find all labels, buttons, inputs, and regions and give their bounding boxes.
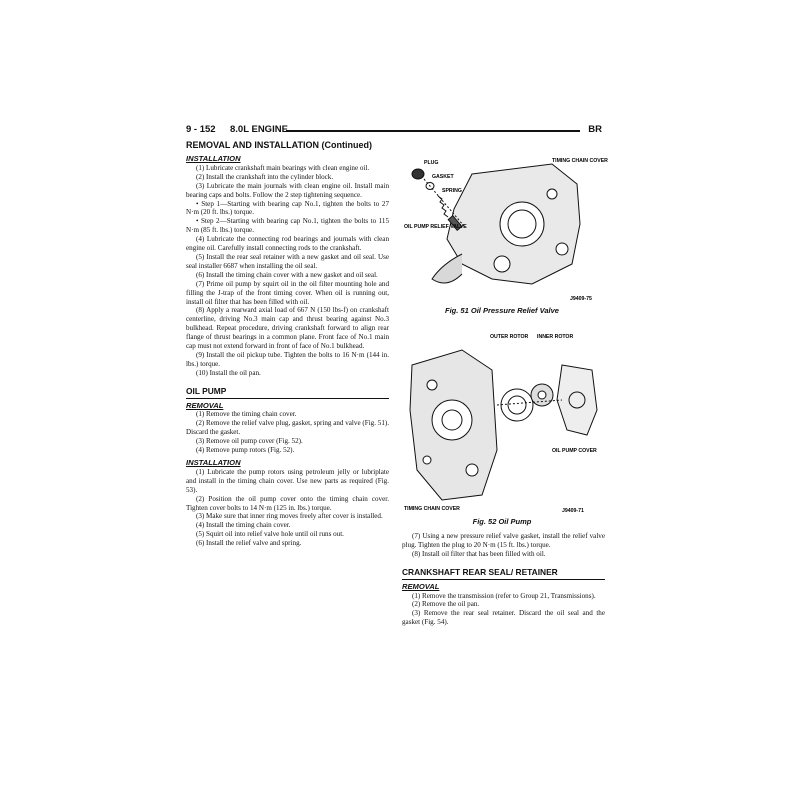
label-outer-rotor: OUTER ROTOR [490,334,529,340]
label-pump-cover: OIL PUMP COVER [552,448,597,454]
paragraph: (2) Remove the relief valve plug, gasket, spring and valve (Fig. 51). Discard the gasket. [186,419,389,437]
crankshaft-seal-heading: CRANKSHAFT REAR SEAL/ RETAINER [402,568,605,580]
figure-code-52: J9409-71 [562,508,584,514]
paragraph: (1) Remove the transmission (refer to Group 21, Transmissions). [412,591,596,600]
removal-heading-right: REMOVAL [402,581,440,591]
section-title: REMOVAL AND INSTALLATION (Continued) [186,140,372,150]
paragraph: (6) Install the timing chain cover with a new gasket and oil seal. [196,270,378,279]
figure-51 [402,154,608,315]
label-inner-rotor: INNER ROTOR [537,334,574,340]
paragraph: (2) Position the oil pump cover onto the timing chain cover. Tighten cover bolts to 14 N·m (125 in. lbs.) torque. [186,494,389,512]
paragraph: • Step 1—Starting with bearing cap No.1, tighten the bolts to 27 N·m (20 ft. lbs.) torque. [186,199,389,217]
paragraph: (2) Install the crankshaft into the cylinder block. [196,172,334,181]
paragraph: (7) Prime oil pump by squirt oil in the oil filter mounting hole and filling the J-trap of the front timing cover. When oil is running out, install oil filter that has been filled with oil. [186,279,389,306]
paragraph: (3) Lubricate the main journals with clean engine oil. Install main bearing caps and bolts. Follow the 2 step tightening sequence. [186,181,389,199]
label-timing-cover-52: TIMING CHAIN COVER [404,506,460,512]
installation-steps-2 [186,468,389,548]
paragraph: (4) Lubricate the connecting rod bearings and journals with clean engine oil. Carefully install connecting rods to the crankshaft. [186,235,389,253]
installation-steps [186,164,389,378]
brand-code: BR [588,124,602,135]
left-column [186,153,389,548]
paragraph: • Step 2—Starting with bearing cap No.1, tighten the bolts to 115 N·m (85 ft. lbs.) torque. [186,217,389,235]
figure-52 [402,330,602,526]
paragraph: (1) Remove the timing chain cover. [196,410,297,419]
removal-heading: REMOVAL [186,400,224,410]
paragraph: (7) Using a new pressure relief valve gasket, install the relief valve plug. Tighten the plug to 20 N·m (15 ft. lbs.) torque. [402,532,605,549]
label-timing-cover: TIMING CHAIN COVER [552,158,608,164]
oil-pump-heading: OIL PUMP [186,387,389,399]
relief-valve-illustration [402,154,608,304]
installation-heading: INSTALLATION [186,154,241,163]
page-header [186,124,602,140]
paragraph: (5) Install the rear seal retainer with a new gasket and oil seal. Use seal installer 6687 when installing the oil seal. [186,252,389,270]
label-gasket: GASKET [432,174,454,180]
paragraph: (6) Install the relief valve and spring. [196,539,302,548]
figure-code: J9409-75 [570,296,592,302]
removal-steps [186,410,389,455]
paragraph: (10) Install the oil pan. [196,368,261,377]
paragraph: (2) Remove the oil pan. [412,600,480,609]
page-number: 9 - 152 [186,124,216,135]
paragraph: (3) Remove oil pump cover (Fig. 52). [196,437,303,446]
header-rule [286,130,580,132]
paragraph: (1) Lubricate the pump rotors using petroleum jelly or lubriplate and install in the timing chain cover. Use new parts as required (Fig. 53). [186,467,389,494]
installation-heading-2: INSTALLATION [186,458,241,467]
paragraph: (9) Install the oil pickup tube. Tighten the bolts to 16 N·m (144 in. lbs.) torque. [186,350,389,368]
figure-51-caption: Fig. 51 Oil Pressure Relief Valve [445,306,559,315]
oil-pump-illustration [402,330,602,515]
engine-title: 8.0L ENGINE [230,124,288,135]
paragraph: (8) Install oil filter that has been filled with oil. [412,549,546,558]
right-column [402,532,605,627]
label-relief-valve: OIL PUMP RELIEF VALVE [404,224,467,230]
label-plug: PLUG [424,160,439,166]
paragraph: (4) Install the timing chain cover. [196,521,291,530]
manual-page [186,120,616,690]
label-spring: SPRING [442,188,462,194]
paragraph: (3) Remove the rear seal retainer. Discard the oil seal and the gasket (Fig. 54). [402,609,605,627]
figure-52-caption: Fig. 52 Oil Pump [472,517,532,526]
right-removal-steps [402,592,605,628]
paragraph: (5) Squirt oil into relief valve hole until oil runs out. [196,530,344,539]
paragraph: (1) Lubricate crankshaft main bearings with clean engine oil. [196,163,370,172]
paragraph: (3) Make sure that inner ring moves freely after cover is installed. [196,512,383,521]
right-steps [402,532,605,559]
paragraph: (4) Remove pump rotors (Fig. 52). [196,446,295,455]
paragraph: (8) Apply a rearward axial load of 667 N (150 lbs-f) on crankshaft centerline, driving No.3 main cap and thrust bearing against No.3 bulkhead. Repeat procedure, driving crankshaft forward to align rear flange of thrust bearings in a common plane. Front face of No.1 main cap must not extend forward in front of face of No.1 bulkhead. [186,306,389,351]
